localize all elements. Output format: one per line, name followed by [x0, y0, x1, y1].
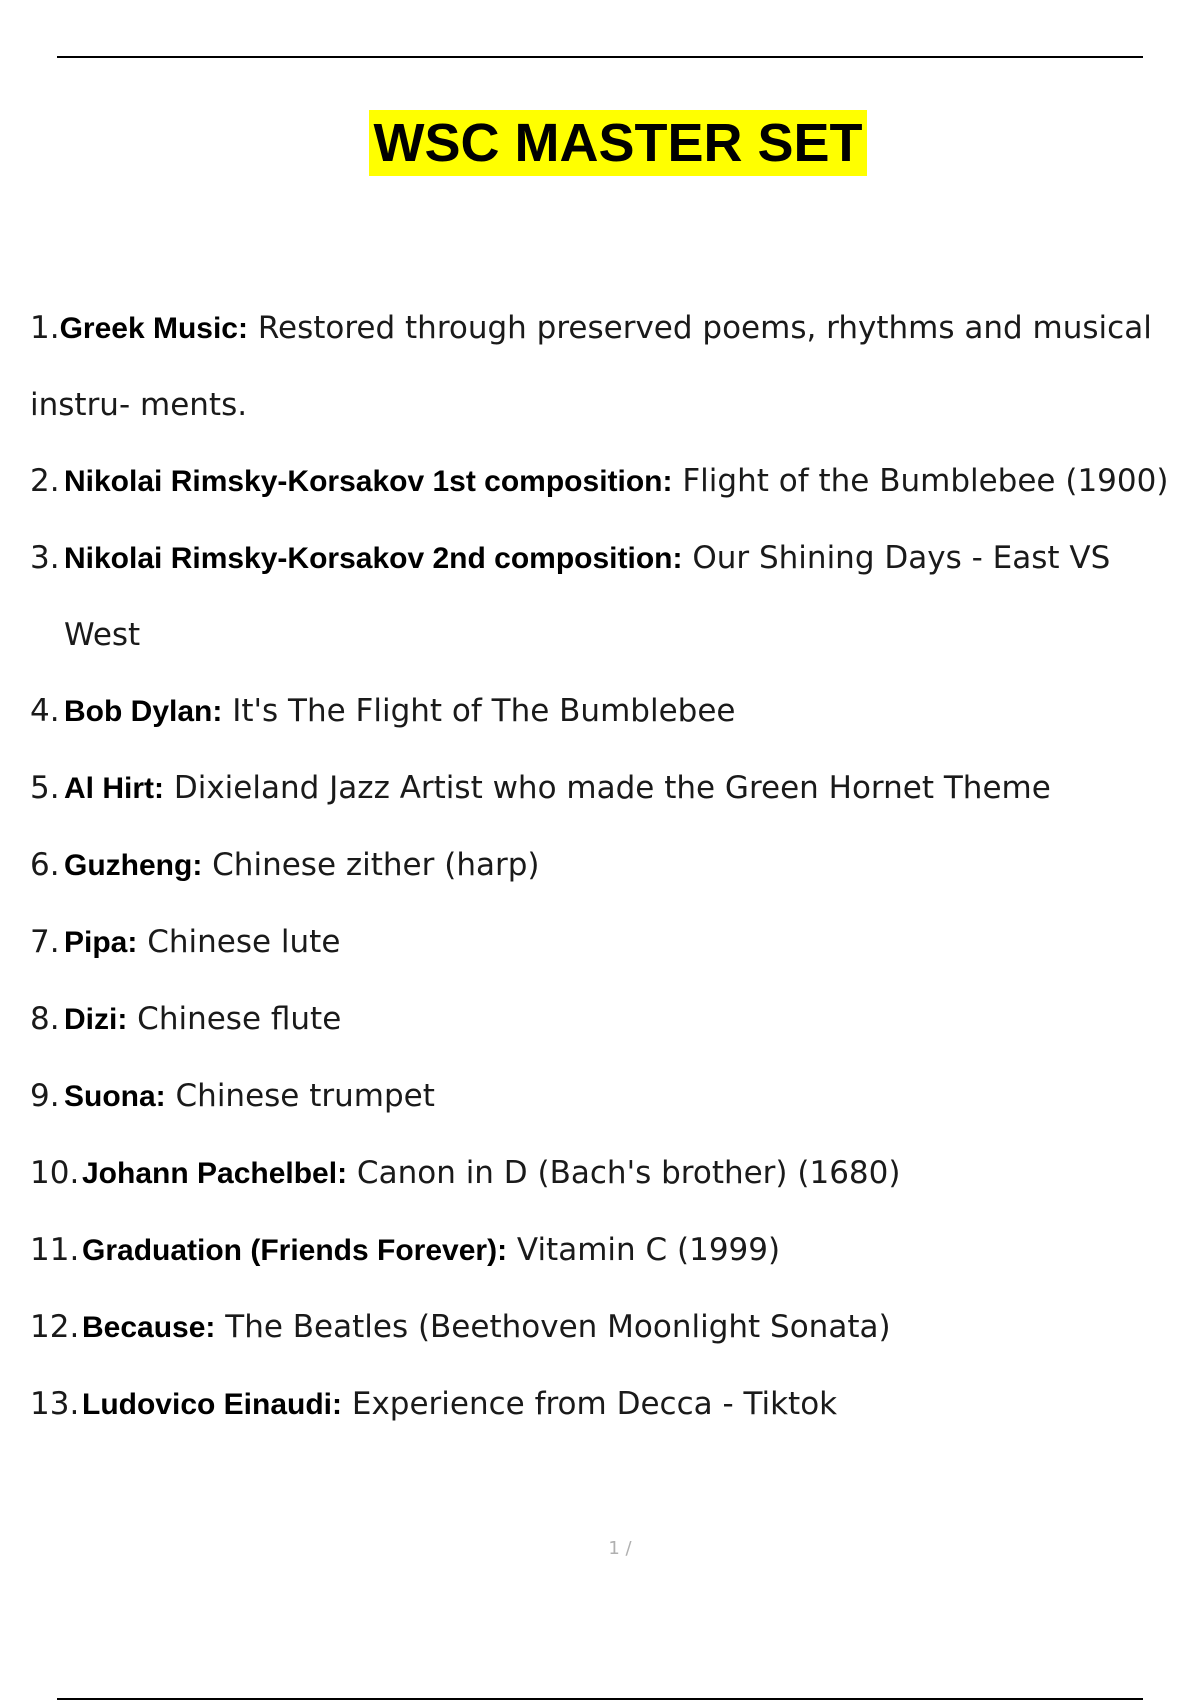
- list-item: [30, 750, 1180, 827]
- list-item-number: 7.: [30, 924, 60, 960]
- list-item-term: Guzheng:: [64, 849, 203, 882]
- list-item-term: Dizi:: [64, 1003, 128, 1036]
- terms-list: [30, 290, 1180, 1443]
- list-item-body: [30, 1058, 1180, 1135]
- page-number: 1 /: [608, 1538, 632, 1559]
- list-item-term: Bob Dylan:: [64, 695, 223, 728]
- list-item-body: [30, 750, 1180, 827]
- list-item-body: [30, 290, 1180, 443]
- list-item-number: 5.: [30, 770, 60, 806]
- list-item-number: 12.: [30, 1309, 80, 1345]
- list-item-number: 2.: [30, 463, 60, 499]
- list-item-text: Canon in D (Bach's brother) (1680): [347, 1155, 901, 1191]
- list-item-body: [30, 1289, 1180, 1366]
- list-item-body: [30, 827, 1180, 904]
- list-item-body: [30, 1366, 1180, 1443]
- list-item: [30, 1135, 1180, 1212]
- list-item-number: 9.: [30, 1078, 60, 1114]
- list-item-body: [30, 1212, 1180, 1289]
- list-item-number: 4.: [30, 693, 60, 729]
- list-item-term: Suona:: [64, 1080, 166, 1113]
- list-item: [30, 981, 1180, 1058]
- list-item-number: 3.: [30, 540, 60, 576]
- page-title: WSC MASTER SET: [369, 110, 866, 176]
- list-item-number: 6.: [30, 847, 60, 883]
- list-item-number: 11.: [30, 1232, 80, 1268]
- list-item-term: Ludovico Einaudi:: [82, 1388, 342, 1421]
- list-item-text: Experience from Decca - Tiktok: [342, 1386, 838, 1422]
- list-item-term: Graduation (Friends Forever):: [82, 1234, 508, 1267]
- list-item-body: [30, 981, 1180, 1058]
- list-item-body: [30, 1135, 1180, 1212]
- list-item-body: [30, 904, 1180, 981]
- list-item-text: It's The Flight of The Bumblebee: [222, 693, 736, 729]
- list-item-body: [30, 520, 1180, 673]
- list-item-text: Chinese trumpet: [165, 1078, 435, 1114]
- list-item-term: Nikolai Rimsky-Korsakov 2nd composition:: [64, 542, 683, 575]
- list-item-body: [30, 443, 1180, 520]
- list-item-text: Restored through preserved poems, rhythms and musical instru- ments.: [30, 310, 1152, 423]
- list-item-text: The Beatles (Beethoven Moonlight Sonata): [215, 1309, 891, 1345]
- list-item-text: Flight of the Bumblebee (1900): [672, 463, 1169, 499]
- list-item-number: 10.: [30, 1155, 80, 1191]
- list-item: [30, 290, 1180, 443]
- list-item-text: Chinese lute: [137, 924, 341, 960]
- list-item: [30, 443, 1180, 520]
- top-rule: [57, 56, 1143, 58]
- list-item-term: Al Hirt:: [64, 772, 164, 805]
- list-item: [30, 520, 1180, 673]
- list-item-number: 1.: [30, 310, 60, 346]
- list-item: [30, 904, 1180, 981]
- list-item-term: Johann Pachelbel:: [82, 1157, 348, 1190]
- list-item-body: [30, 673, 1180, 750]
- list-item-text: Chinese flute: [127, 1001, 342, 1037]
- list-item-text: Dixieland Jazz Artist who made the Green Hornet Theme: [164, 770, 1051, 806]
- list-item: [30, 1212, 1180, 1289]
- list-item-text: Vitamin C (1999): [507, 1232, 781, 1268]
- list-item: [30, 827, 1180, 904]
- list-item-text: Chinese zither (harp): [202, 847, 540, 883]
- list-item-term: Nikolai Rimsky-Korsakov 1st composition:: [64, 465, 673, 498]
- title-container: [0, 110, 1200, 176]
- list-item-number: 8.: [30, 1001, 60, 1037]
- list-item: [30, 1366, 1180, 1443]
- list-item-text: Our Shining Days - East VS West: [64, 540, 1111, 653]
- list-item-term: Greek Music:: [59, 312, 248, 345]
- list-item-number: 13.: [30, 1386, 80, 1422]
- list-item-term: Pipa:: [64, 926, 138, 959]
- list-item: [30, 673, 1180, 750]
- list-item-term: Because:: [82, 1311, 216, 1344]
- list-item: [30, 1058, 1180, 1135]
- list-item: [30, 1289, 1180, 1366]
